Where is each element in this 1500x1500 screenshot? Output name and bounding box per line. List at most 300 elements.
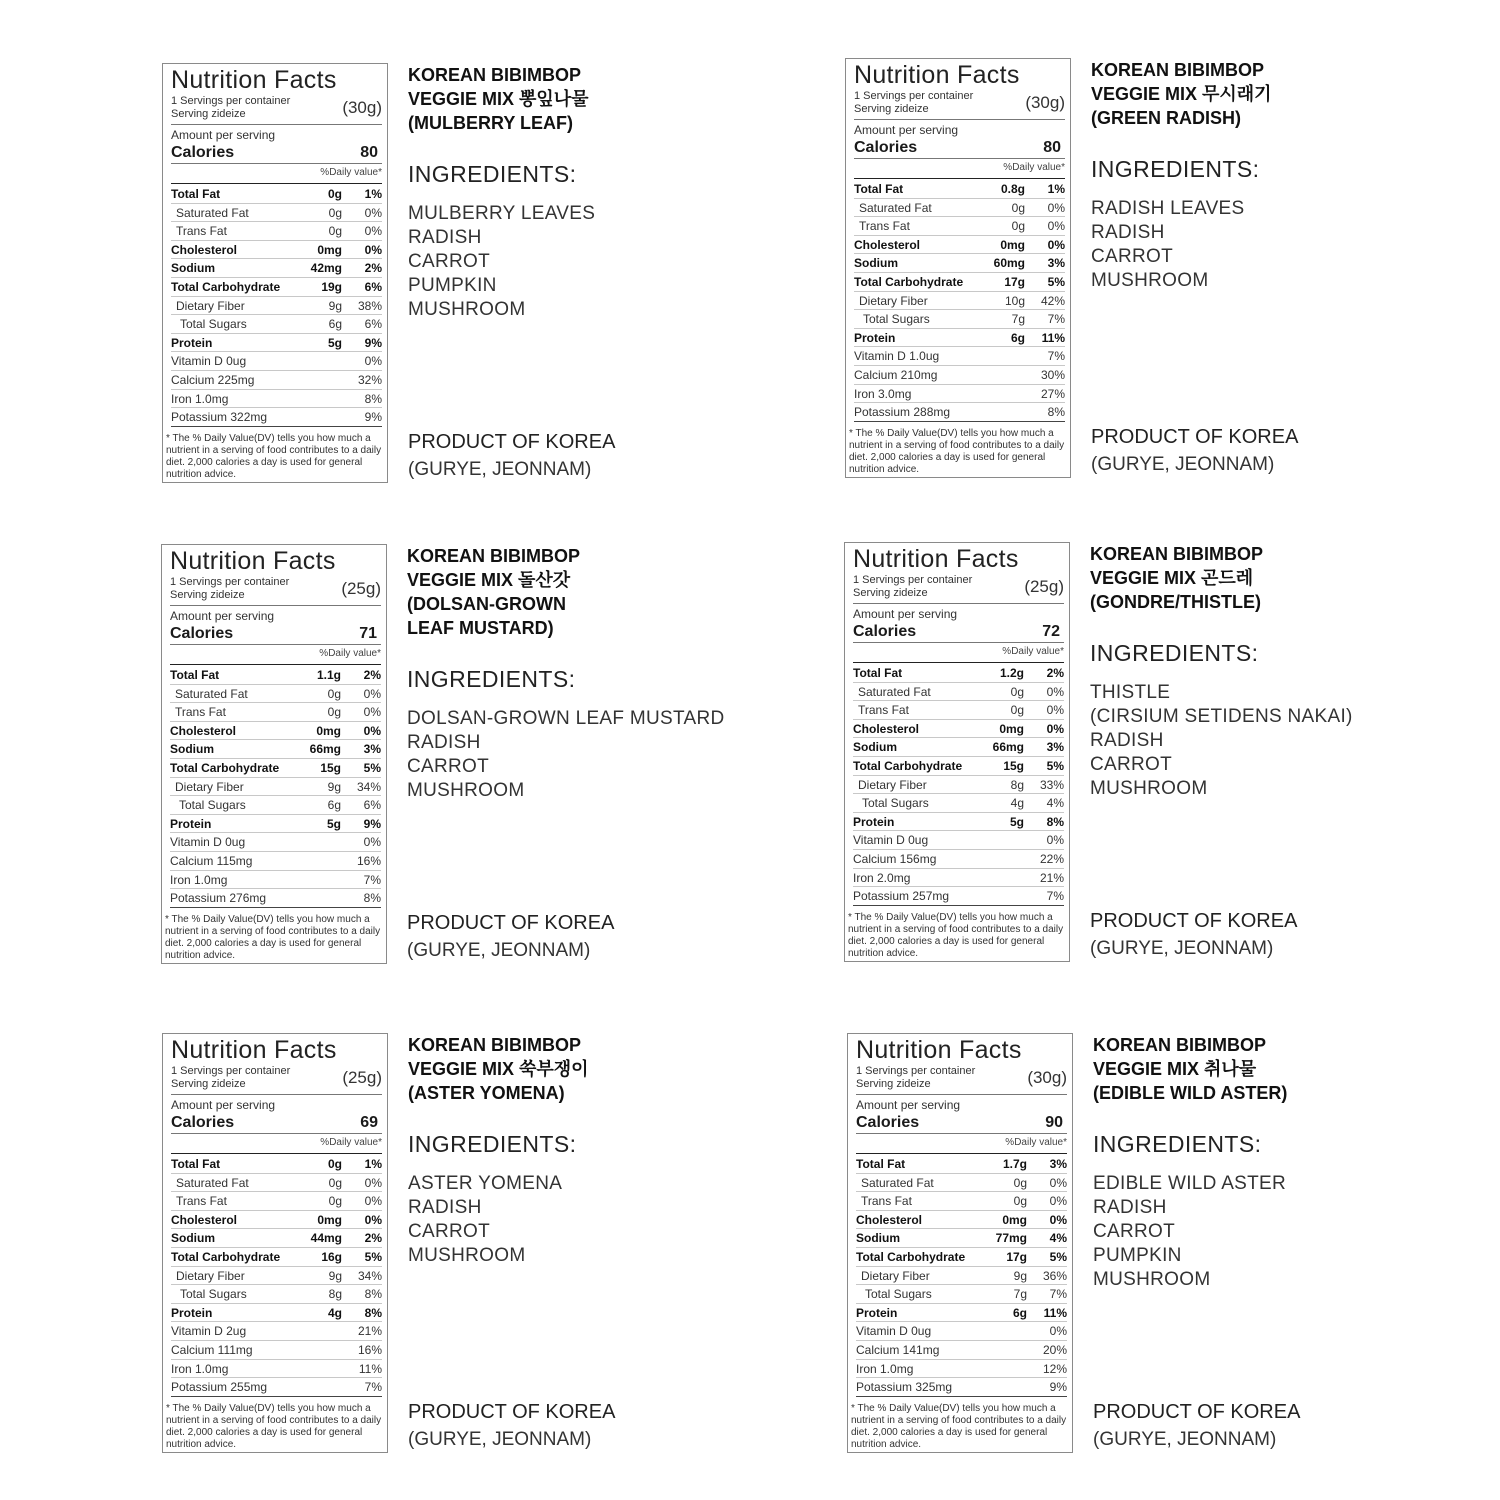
nutrient-row <box>854 329 1065 348</box>
nutrition-facts-label <box>845 58 1071 478</box>
nutrient-amount <box>296 408 342 426</box>
nutrient-row <box>171 241 382 260</box>
nutrient-name: Calcium 210mg <box>854 367 938 382</box>
product-info <box>408 63 858 488</box>
nutrient-amount: 4g <box>1010 796 1024 811</box>
product-origin <box>407 911 614 963</box>
nutrient-amount <box>978 869 1024 887</box>
daily-value-footnote: * The % Daily Value(DV) tells you how much a nutrient in a serving of food contributes to a daily diet. 2,000 calories a day is used for general nutrition advice. <box>166 1402 382 1450</box>
product-name-line: KOREAN BIBIMBOP <box>1091 60 1265 80</box>
nutrient-daily-value: 0% <box>363 705 381 720</box>
nutrient-row <box>171 1229 382 1248</box>
nutrient-name: Protein <box>853 814 895 829</box>
nutrient-row <box>853 683 1064 702</box>
nutrient-daily-value: 11% <box>1041 330 1065 345</box>
nutrient-name: Calcium 115mg <box>170 853 253 868</box>
nutrient-daily-value: 7% <box>363 872 381 887</box>
nutrient-name: Iron 1.0mg <box>170 872 228 887</box>
calories-row <box>856 1112 1067 1134</box>
nutrient-daily-value: 0% <box>1047 237 1065 252</box>
ingredient-item: ASTER YOMENA <box>408 1173 563 1194</box>
nutrient-name: Vitamin D 0ug <box>170 835 246 850</box>
daily-value-footnote: * The % Daily Value(DV) tells you how much a nutrient in a serving of food contributes to a daily diet. 2,000 calories a day is used for general nutrition advice. <box>851 1402 1067 1450</box>
nutrient-rows <box>853 664 1064 906</box>
product-name-line: (EDIBLE WILD ASTER) <box>1093 1083 1288 1103</box>
origin-country: PRODUCT OF KOREA <box>1091 426 1299 448</box>
nutrient-row <box>853 738 1064 757</box>
product-name-line: VEGGIE MIX 곤드레 <box>1090 568 1254 588</box>
nutrient-name: Protein <box>171 1305 213 1320</box>
nutrient-name: Iron 1.0mg <box>856 1361 914 1376</box>
nutrition-facts-label <box>161 544 387 964</box>
nutrition-facts-title: Nutrition Facts <box>853 545 1019 573</box>
nutrient-name: Calcium 141mg <box>856 1342 940 1357</box>
nutrient-row <box>170 852 381 871</box>
origin-country: PRODUCT OF KOREA <box>408 1401 616 1423</box>
nutrient-name: Total Fat <box>171 1157 221 1171</box>
nutrient-amount <box>981 1322 1027 1340</box>
nutrient-daily-value: 7% <box>1046 889 1064 904</box>
nutrient-row <box>171 1267 382 1286</box>
nutrient-name: Potassium 276mg <box>170 891 267 906</box>
nutrient-row <box>170 722 381 741</box>
nutrient-row <box>853 664 1064 683</box>
nutrient-daily-value: 0% <box>364 242 382 257</box>
ingredient-item: THISTLE <box>1090 682 1171 703</box>
nutrient-daily-value: 0% <box>364 205 382 220</box>
nutrient-amount: 0.8g <box>1000 182 1025 196</box>
nutrient-amount: 0mg <box>999 721 1024 736</box>
nutrient-name: Trans Fat <box>861 1194 912 1209</box>
nutrient-row <box>853 869 1064 888</box>
nutrient-name: Total Carbohydrate <box>856 1249 966 1264</box>
nutrient-daily-value: 2% <box>1046 666 1064 680</box>
nutrient-name: Total Carbohydrate <box>171 279 281 294</box>
nutrient-daily-value: 8% <box>364 391 382 406</box>
nutrient-amount <box>296 352 342 370</box>
nutrient-daily-value: 0% <box>1049 1175 1067 1190</box>
nutrient-row <box>854 199 1065 218</box>
product-panel-dolsan-mustard <box>161 544 861 984</box>
nutrient-row <box>853 757 1064 776</box>
nutrient-name: Saturated Fat <box>859 200 932 215</box>
nutrient-daily-value: 6% <box>363 798 381 813</box>
serving-size-label: Serving zideize <box>171 108 246 120</box>
nutrient-daily-value: 0% <box>364 1212 382 1227</box>
nutrient-name: Total Sugars <box>865 1287 932 1302</box>
nutrient-amount: 0g <box>328 224 342 239</box>
nutrient-amount <box>979 347 1025 365</box>
product-info <box>1091 58 1500 483</box>
product-name <box>1091 58 1500 130</box>
nutrient-row <box>856 1155 1067 1174</box>
nutrient-row <box>171 1378 382 1397</box>
nutrient-daily-value: 6% <box>364 279 382 294</box>
nutrient-amount <box>296 1360 342 1378</box>
nutrient-name: Total Fat <box>171 187 221 201</box>
nutrient-daily-value: 7% <box>1049 1287 1067 1302</box>
daily-value-header: %Daily value* <box>170 645 381 665</box>
ingredient-item: CARROT <box>1091 246 1174 267</box>
nutrient-daily-value: 9% <box>1049 1380 1067 1395</box>
nutrient-name: Dietary Fiber <box>858 777 927 792</box>
nutrition-facts-label <box>162 1033 388 1453</box>
product-info <box>1090 542 1500 967</box>
ingredients-title: INGREDIENTS: <box>407 666 576 692</box>
product-name-line: KOREAN BIBIMBOP <box>408 1035 582 1055</box>
nutrient-daily-value: 42% <box>1040 293 1065 308</box>
nutrient-name: Trans Fat <box>858 703 909 718</box>
serving-size: (30g) <box>1025 93 1065 112</box>
ingredient-item: EDIBLE WILD ASTER <box>1093 1173 1287 1194</box>
nutrient-amount: 9g <box>328 1268 342 1283</box>
calories-label: Calories <box>171 144 235 161</box>
ingredient-item: PUMPKIN <box>408 275 497 296</box>
nutrient-row <box>853 831 1064 850</box>
nutrient-row <box>853 776 1064 795</box>
nutrient-row <box>171 259 382 278</box>
ingredients-list <box>408 202 858 322</box>
calories-label: Calories <box>170 625 234 642</box>
ingredient-item: RADISH <box>408 1197 482 1218</box>
nutrient-amount <box>981 1378 1027 1396</box>
nutrient-amount <box>979 403 1025 421</box>
nutrient-daily-value: 1% <box>364 187 382 201</box>
nutrient-amount: 0mg <box>1000 237 1025 252</box>
serving-size: (25g) <box>1024 577 1064 596</box>
product-name-line: VEGGIE MIX 뽕잎나물 <box>408 89 589 109</box>
nutrient-row <box>171 334 382 353</box>
serving-size: (25g) <box>342 1068 382 1087</box>
ingredient-item: RADISH LEAVES <box>1091 198 1245 219</box>
nutrient-amount: 15g <box>320 760 341 775</box>
nutrient-name: Trans Fat <box>859 219 910 234</box>
nutrient-row <box>854 403 1065 422</box>
nutrient-name: Dietary Fiber <box>176 298 245 313</box>
nutrient-amount <box>979 385 1025 403</box>
nutrient-daily-value: 7% <box>364 1380 382 1395</box>
nutrient-daily-value: 0% <box>1046 684 1064 699</box>
nutrient-row <box>854 366 1065 385</box>
nutrient-row <box>171 1341 382 1360</box>
nutrient-name: Total Carbohydrate <box>171 1249 281 1264</box>
nutrient-amount: 66mg <box>309 742 341 757</box>
nutrient-amount <box>296 371 342 389</box>
nutrient-row <box>171 1211 382 1230</box>
calories-value: 80 <box>360 144 378 161</box>
nutrient-daily-value: 0% <box>1046 721 1064 736</box>
ingredient-item: CARROT <box>407 756 490 777</box>
nutrient-name: Vitamin D 1.0ug <box>854 349 940 364</box>
nutrient-row <box>854 273 1065 292</box>
nutrient-name: Saturated Fat <box>858 684 931 699</box>
nutrient-name: Sodium <box>171 1231 215 1246</box>
product-name-line: VEGGIE MIX 무시래기 <box>1091 84 1272 104</box>
origin-country: PRODUCT OF KOREA <box>1093 1401 1301 1423</box>
nutrient-daily-value: 20% <box>1042 1342 1067 1357</box>
daily-value-header: %Daily value* <box>854 159 1065 179</box>
nutrient-name: Potassium 325mg <box>856 1380 953 1395</box>
nutrient-name: Cholesterol <box>853 721 920 736</box>
nutrient-daily-value: 38% <box>357 298 382 313</box>
nutrient-daily-value: 33% <box>1039 777 1064 792</box>
servings-per-container: 1 Servings per container <box>170 576 290 588</box>
product-name-line: (ASTER YOMENA) <box>408 1083 565 1103</box>
nutrition-facts-label <box>847 1033 1073 1453</box>
nutrient-name: Sodium <box>854 256 898 271</box>
ingredient-item: CARROT <box>408 1221 491 1242</box>
nutrient-name: Protein <box>854 330 896 345</box>
daily-value-footnote: * The % Daily Value(DV) tells you how much a nutrient in a serving of food contributes to a daily diet. 2,000 calories a day is used for general nutrition advice. <box>166 432 382 480</box>
ingredient-item: MUSHROOM <box>408 1245 526 1266</box>
nutrient-daily-value: 0% <box>364 1194 382 1209</box>
nutrient-daily-value: 21% <box>357 1324 382 1339</box>
ingredient-item: MUSHROOM <box>408 299 526 320</box>
nutrient-daily-value: 5% <box>364 1249 382 1264</box>
nutrient-daily-value: 8% <box>364 1305 382 1320</box>
product-name-line: VEGGIE MIX 취나물 <box>1093 1059 1257 1079</box>
nutrient-name: Protein <box>170 816 212 831</box>
ingredients-list <box>407 707 857 803</box>
nutrient-row <box>171 315 382 334</box>
nutrient-amount: 1.7g <box>1002 1157 1027 1171</box>
nutrient-name: Cholesterol <box>856 1212 923 1227</box>
nutrient-name: Vitamin D 0ug <box>171 354 247 369</box>
nutrient-name: Total Sugars <box>180 317 247 332</box>
ingredient-item: CARROT <box>1093 1221 1176 1242</box>
nutrient-row <box>856 1285 1067 1304</box>
origin-region: (GURYE, JEONNAM) <box>408 459 592 480</box>
nutrient-amount <box>979 366 1025 384</box>
nutrient-amount: 19g <box>321 279 342 294</box>
nutrient-row <box>171 1304 382 1323</box>
nutrient-daily-value: 0% <box>364 354 382 369</box>
nutrient-amount: 10g <box>1004 293 1025 308</box>
ingredient-item: RADISH <box>407 732 481 753</box>
nutrient-amount: 0g <box>1013 1175 1027 1190</box>
servings-per-container: 1 Servings per container <box>854 90 974 102</box>
nutrient-row <box>853 887 1064 906</box>
nutrient-row <box>854 292 1065 311</box>
product-origin <box>1093 1400 1300 1452</box>
nutrient-amount <box>296 390 342 408</box>
nutrient-row <box>856 1304 1067 1323</box>
nutrient-row <box>856 1211 1067 1230</box>
nutrient-daily-value: 11% <box>358 1361 382 1376</box>
nutrient-amount: 0mg <box>1002 1212 1027 1227</box>
nutrient-daily-value: 0% <box>363 686 381 701</box>
nutrient-amount: 8g <box>328 1287 342 1302</box>
nutrient-row <box>170 796 381 815</box>
nutrient-name: Iron 3.0mg <box>854 386 912 401</box>
nutrient-name: Saturated Fat <box>861 1175 934 1190</box>
nutrient-name: Sodium <box>856 1231 900 1246</box>
nutrition-facts-title: Nutrition Facts <box>171 66 337 94</box>
serving-info <box>170 576 381 606</box>
nutrient-row <box>171 1248 382 1267</box>
nutrient-amount: 6g <box>327 798 341 813</box>
product-name-line: (DOLSAN-GROWN <box>407 594 566 614</box>
nutrient-amount <box>978 850 1024 868</box>
nutrient-name: Vitamin D 0ug <box>853 833 929 848</box>
daily-value-header: %Daily value* <box>853 643 1064 663</box>
nutrient-row <box>854 217 1065 236</box>
nutrient-row <box>854 347 1065 366</box>
nutrient-daily-value: 0% <box>1049 1212 1067 1227</box>
nutrient-rows <box>171 185 382 427</box>
nutrient-row <box>171 1285 382 1304</box>
nutrient-row <box>854 236 1065 255</box>
amount-per-serving: Amount per serving <box>856 1098 961 1112</box>
nutrient-amount: 16g <box>321 1249 342 1264</box>
product-name-line: KOREAN BIBIMBOP <box>408 65 582 85</box>
ingredient-item: RADISH <box>1090 730 1164 751</box>
nutrient-row <box>854 310 1065 329</box>
calories-row <box>171 142 382 164</box>
nutrient-name: Iron 2.0mg <box>853 870 911 885</box>
nutrient-daily-value: 0% <box>364 1175 382 1190</box>
ingredient-item: MULBERRY LEAVES <box>408 203 596 224</box>
nutrient-name: Total Fat <box>853 666 903 680</box>
product-name-line: VEGGIE MIX 쑥부쟁이 <box>408 1059 589 1079</box>
ingredients-list <box>1091 197 1500 293</box>
nutrient-daily-value: 0% <box>1046 833 1064 848</box>
nutrient-row <box>856 1378 1067 1397</box>
nutrient-row <box>170 685 381 704</box>
nutrient-amount <box>295 871 341 889</box>
nutrient-amount <box>978 887 1024 905</box>
nutrient-name: Total Carbohydrate <box>854 274 964 289</box>
ingredient-item: (CIRSIUM SETIDENS NAKAI) <box>1090 706 1353 727</box>
servings-per-container: 1 Servings per container <box>171 95 291 107</box>
serving-info <box>171 1065 382 1095</box>
calories-label: Calories <box>856 1114 920 1131</box>
calories-row <box>854 137 1065 159</box>
nutrient-row <box>171 371 382 390</box>
daily-value-header: %Daily value* <box>856 1134 1067 1154</box>
nutrient-row <box>170 871 381 890</box>
ingredient-item: RADISH <box>408 227 482 248</box>
ingredients-title: INGREDIENTS: <box>1090 640 1259 666</box>
ingredient-item: DOLSAN-GROWN LEAF MUSTARD <box>407 708 725 729</box>
nutrient-row <box>856 1192 1067 1211</box>
product-name-line: KOREAN BIBIMBOP <box>407 546 581 566</box>
nutrient-amount: 0g <box>327 705 341 720</box>
nutrient-amount: 5g <box>1009 814 1024 829</box>
nutrient-row <box>171 408 382 427</box>
nutrient-amount: 9g <box>1013 1268 1027 1283</box>
serving-size-label: Serving zideize <box>171 1078 246 1090</box>
nutrient-row <box>170 740 381 759</box>
nutrient-row <box>170 703 381 722</box>
nutrient-name: Protein <box>856 1305 898 1320</box>
product-name <box>408 63 858 135</box>
nutrient-amount: 6g <box>328 317 342 332</box>
nutrient-daily-value: 2% <box>364 1231 382 1246</box>
nutrient-row <box>856 1229 1067 1248</box>
nutrient-row <box>171 1192 382 1211</box>
nutrition-facts-title: Nutrition Facts <box>856 1036 1022 1064</box>
ingredient-item: MUSHROOM <box>1090 778 1208 799</box>
nutrient-daily-value: 1% <box>364 1157 382 1171</box>
servings-per-container: 1 Servings per container <box>171 1065 291 1077</box>
nutrient-daily-value: 8% <box>363 891 381 906</box>
nutrient-row <box>171 390 382 409</box>
nutrient-row <box>171 352 382 371</box>
nutrient-amount: 0g <box>328 205 342 220</box>
origin-region: (GURYE, JEONNAM) <box>408 1429 592 1450</box>
origin-region: (GURYE, JEONNAM) <box>1091 454 1275 475</box>
daily-value-footnote: * The % Daily Value(DV) tells you how much a nutrient in a serving of food contributes to a daily diet. 2,000 calories a day is used for general nutrition advice. <box>165 913 381 961</box>
origin-region: (GURYE, JEONNAM) <box>407 940 591 961</box>
nutrient-daily-value: 4% <box>1046 796 1064 811</box>
nutrient-amount: 9g <box>327 779 341 794</box>
nutrient-row <box>171 1174 382 1193</box>
nutrient-row <box>171 185 382 204</box>
amount-per-serving: Amount per serving <box>171 128 276 142</box>
nutrient-amount: 8g <box>1010 777 1024 792</box>
nutrient-amount: 7g <box>1011 312 1025 327</box>
nutrient-daily-value: 0% <box>1046 703 1064 718</box>
nutrient-daily-value: 6% <box>364 317 382 332</box>
nutrient-rows <box>856 1155 1067 1397</box>
nutrient-row <box>856 1267 1067 1286</box>
nutrient-amount <box>981 1360 1027 1378</box>
nutrient-daily-value: 12% <box>1042 1361 1067 1376</box>
nutrient-daily-value: 3% <box>1047 256 1065 271</box>
nutrient-name: Calcium 156mg <box>853 851 937 866</box>
nutrient-row <box>854 254 1065 273</box>
ingredients-title: INGREDIENTS: <box>1093 1131 1262 1157</box>
nutrient-row <box>171 222 382 241</box>
nutrient-name: Cholesterol <box>171 1212 238 1227</box>
servings-per-container: 1 Servings per container <box>853 574 973 586</box>
nutrient-amount: 15g <box>1003 758 1024 773</box>
nutrient-daily-value: 8% <box>364 1287 382 1302</box>
nutrient-name: Trans Fat <box>176 1194 227 1209</box>
nutrient-name: Sodium <box>853 740 897 755</box>
nutrient-name: Trans Fat <box>175 705 226 720</box>
ingredient-item: MUSHROOM <box>1091 270 1209 291</box>
nutrient-name: Protein <box>171 335 213 350</box>
origin-country: PRODUCT OF KOREA <box>407 912 615 934</box>
nutrient-amount: 0g <box>328 1175 342 1190</box>
nutrient-amount: 0mg <box>317 1212 342 1227</box>
product-name-line: (MULBERRY LEAF) <box>408 113 573 133</box>
nutrient-name: Total Fat <box>856 1157 906 1171</box>
product-name-line: (GREEN RADISH) <box>1091 108 1242 128</box>
nutrient-row <box>171 1360 382 1379</box>
calories-value: 71 <box>359 625 377 642</box>
product-info <box>408 1033 858 1458</box>
nutrient-amount: 1.2g <box>999 666 1024 680</box>
nutrient-row <box>856 1360 1067 1379</box>
nutrient-name: Dietary Fiber <box>175 779 244 794</box>
nutrient-name: Dietary Fiber <box>859 293 928 308</box>
nutrient-row <box>170 666 381 685</box>
nutrition-facts-label <box>844 542 1070 962</box>
nutrient-name: Calcium 225mg <box>171 372 255 387</box>
nutrient-name: Iron 1.0mg <box>171 391 229 406</box>
nutrient-rows <box>171 1155 382 1397</box>
amount-per-serving: Amount per serving <box>171 1098 276 1112</box>
nutrient-name: Saturated Fat <box>175 686 248 701</box>
calories-label: Calories <box>171 1114 235 1131</box>
nutrient-name: Total Sugars <box>862 796 929 811</box>
ingredient-item: RADISH <box>1093 1197 1167 1218</box>
nutrient-row <box>854 180 1065 199</box>
ingredients-title: INGREDIENTS: <box>1091 156 1260 182</box>
